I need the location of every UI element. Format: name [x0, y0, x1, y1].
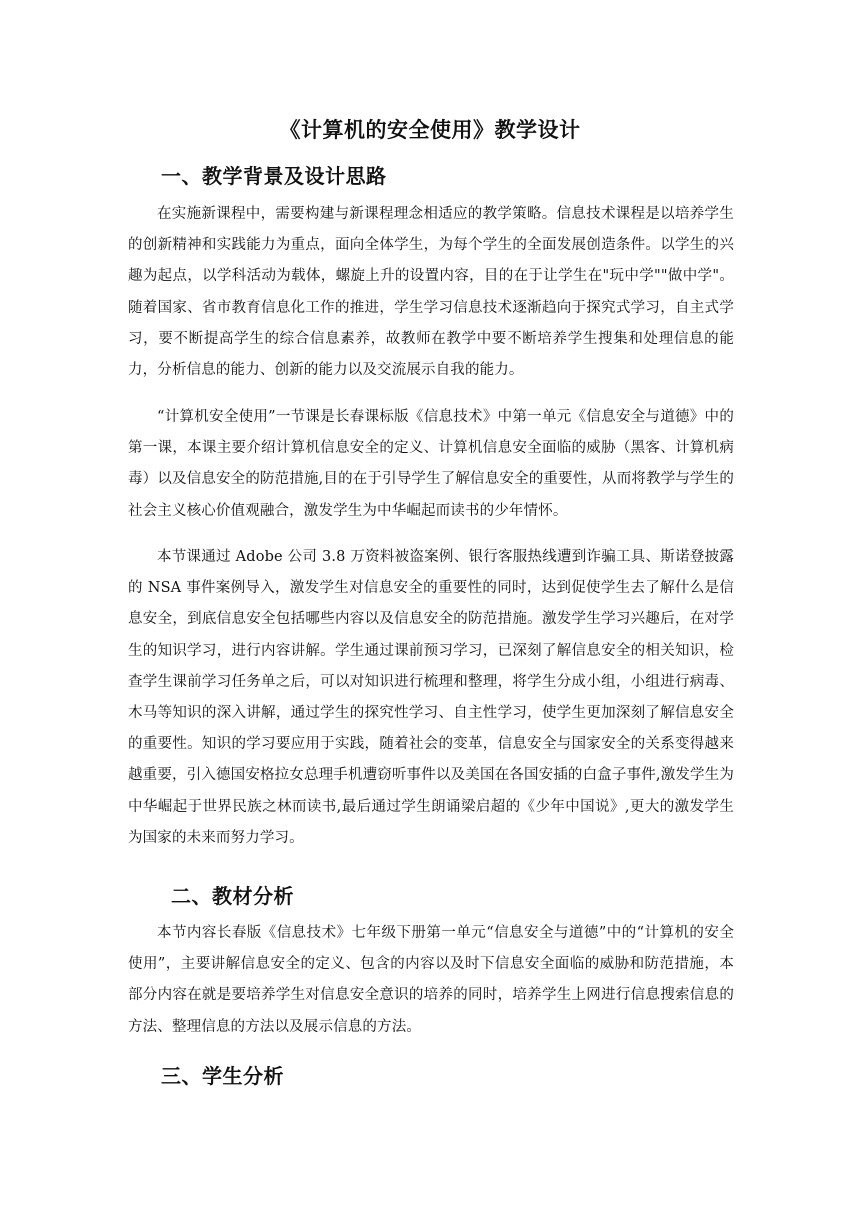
section-heading-students: 三、学生分析 — [161, 1064, 284, 1088]
section-heading-textbook: 二、教材分析 — [171, 884, 294, 908]
document-title: 《计算机的安全使用》教学设计 — [279, 118, 581, 142]
paragraph-background-3: 本节课通过 Adobe 公司 3.8 万资料被盗案例、银行客服热线遭到诈骗工具、斯诺登披露的 NSA 事件案例导入，激发学生对信息安全的重要性的同时，达到促使学生去了解什么是信息安全，到底信息安全包括哪些内容以及信息安全的防范措施。激发学生学习兴趣后，在对学生的知识学习，进行内容讲解。学生通过课前预习学习，已深刻了解信息安全的相关知识，检查学生课前学习任务单之后，可以对知识进行梳理和整理，将学生分成小组，小组进行病毒、木马等知识的深入讲解，通过学生的探究性学习、自主性学习，使学生更加深刻了解信息安全的重要性。知识的学习要应用于实践，随着社会的变革，信息安全与国家安全的关系变得越来越重要，引入德国安格拉女总理手机遭窃听事件以及美国在各国安插的白盒子事件,激发学生为中华崛起于世界民族之林而读书,最后通过学生朗诵梁启超的《少年中国说》,更大的激发学生为国家的未来而努力学习。 — [128, 549, 734, 846]
paragraph-textbook-1: 本节内容长春版《信息技术》七年级下册第一单元“信息安全与道德”中的“计算机的安全使用”，主要讲解信息安全的定义、包含的内容以及时下信息安全面临的威胁和防范措施，本部分内容在就是要培养学生对信息安全意识的培养的同时，培养学生上网进行信息搜索信息的方法、整理信息的方法以及展示信息的方法。 — [128, 925, 734, 1035]
paragraph-background-1: 在实施新课程中，需要构建与新课程理念相适应的教学策略。信息技术课程是以培养学生的创新精神和实践能力为重点，面向全体学生，为每个学生的全面发展创造条件。以学生的兴趣为起点，以学科活动为载体，螺旋上升的设置内容，目的在于让学生在"玩中学""做中学"。随着国家、省市教育信息化工作的推进，学生学习信息技术逐渐趋向于探究式学习，自主式学习，要不断提高学生的综合信息素养，故教师在教学中要不断培养学生搜集和处理信息的能力，分析信息的能力、创新的能力以及交流展示自我的能力。 — [128, 206, 734, 379]
paragraph-background-2: “计算机安全使用”一节课是长春课标版《信息技术》中第一单元《信息安全与道德》中的第一课，本课主要介绍计算机信息安全的定义、计算机信息安全面临的威胁（黑客、计算机病毒）以及信息安全的防范措施,目的在于引导学生了解信息安全的重要性，从而将教学与学生的社会主义核心价值观融合，激发学生为中华崛起而读书的少年情怀。 — [128, 409, 734, 519]
section-heading-background: 一、教学背景及设计思路 — [161, 164, 387, 188]
